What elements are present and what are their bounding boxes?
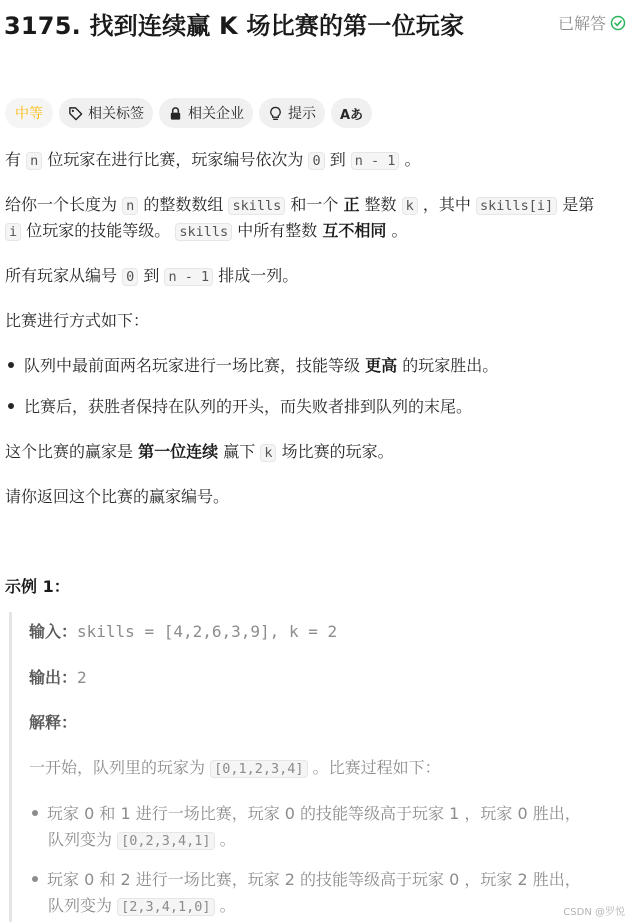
tag-bar <box>5 98 372 128</box>
output-label: 输出： <box>29 668 78 687</box>
difficulty-badge[interactable]: 中等 <box>5 98 53 128</box>
text: 是第 <box>562 195 595 214</box>
bold-text: 互不相同 <box>322 221 387 240</box>
text: 一开始，队列里的玩家为 <box>29 758 206 777</box>
text: 赢下 <box>223 442 256 461</box>
inline-code: n <box>122 197 138 215</box>
text: 。 <box>219 896 236 915</box>
example-block <box>9 612 631 922</box>
example-step-1 <box>29 800 581 828</box>
problem-title: 3175. 找到连续赢 K 场比赛的第一位玩家 <box>4 12 465 40</box>
text: 。比赛过程如下： <box>312 758 441 777</box>
inline-code: n - 1 <box>351 152 400 170</box>
text: 这个比赛的赢家是 <box>5 442 134 461</box>
bullet-dot <box>8 403 14 409</box>
text: 所有玩家从编号 <box>5 266 118 285</box>
bold-text: 正 <box>343 195 360 214</box>
inline-code: k <box>402 197 418 215</box>
text: 整数 <box>364 195 397 214</box>
bullet-dot <box>32 876 38 882</box>
text: 。 <box>219 830 236 849</box>
text: 位玩家的技能等级。 <box>26 221 171 240</box>
text: 场比赛的玩家。 <box>281 442 394 461</box>
example-step-2-cont <box>48 892 236 921</box>
text: 的整数数组 <box>143 195 224 214</box>
tag-icon <box>68 106 83 121</box>
inline-code: n - 1 <box>164 268 213 286</box>
desc-paragraph-5 <box>5 438 394 467</box>
related-companies-label: 相关企业 <box>188 106 244 122</box>
text: 给你一个长度为 <box>5 195 118 214</box>
example-explain-label <box>29 709 77 737</box>
desc-paragraph-2-cont <box>5 217 407 246</box>
text: 队列变为 <box>48 830 113 849</box>
text: 。 <box>391 221 408 240</box>
text: 中所有整数 <box>237 221 318 240</box>
hint-button[interactable] <box>259 98 325 128</box>
related-tags-label: 相关标签 <box>88 106 144 122</box>
check-circle-icon <box>610 15 626 31</box>
inline-code: [0,2,3,4,1] <box>117 832 214 850</box>
text: 队列变为 <box>48 896 113 915</box>
text: 的玩家胜出。 <box>402 356 499 375</box>
solved-label: 已解答 <box>557 14 606 33</box>
translate-button[interactable] <box>331 98 372 128</box>
example-explain-intro <box>29 754 441 783</box>
output-value: 2 <box>77 668 87 687</box>
text: 位玩家在进行比赛，玩家编号依次为 <box>47 150 304 169</box>
lock-icon <box>168 106 183 121</box>
example-step-2 <box>29 866 581 894</box>
inline-code: [0,1,2,3,4] <box>210 760 307 778</box>
bullet-dot <box>8 362 14 368</box>
inline-code: 0 <box>308 152 324 170</box>
inline-code: i <box>5 223 21 241</box>
example-step-1-cont <box>48 826 236 855</box>
text: 。 <box>404 150 421 169</box>
text: ，其中 <box>422 195 471 214</box>
text: 比赛后，获胜者保持在队列的开头，而失败者排到队列的末尾。 <box>24 397 473 416</box>
inline-code: n <box>26 152 42 170</box>
desc-paragraph-4: 比赛进行方式如下： <box>5 311 150 330</box>
title-row <box>4 6 628 46</box>
text: 排成一列。 <box>218 266 299 285</box>
rule-bullet-1 <box>5 352 498 380</box>
hint-label: 提示 <box>288 106 316 122</box>
bold-text: 更高 <box>365 356 398 375</box>
watermark: CSDN @罗悦 <box>563 907 625 918</box>
solved-status[interactable] <box>558 11 626 34</box>
input-value: skills = [4,2,6,3,9], k = 2 <box>77 622 338 641</box>
inline-code: skills[i] <box>476 197 557 215</box>
example-output <box>29 664 87 692</box>
input-label: 输入： <box>29 622 78 641</box>
text: 和一个 <box>290 195 339 214</box>
text: 到 <box>143 266 160 285</box>
desc-paragraph-6: 请你返回这个比赛的赢家编号。 <box>5 487 230 506</box>
bold-text: 第一位连续 <box>138 442 219 461</box>
related-companies-button[interactable] <box>159 98 253 128</box>
text: 玩家 0 和 1 进行一场比赛，玩家 0 的技能等级高于玩家 1 ，玩家 0 胜出， <box>47 804 581 823</box>
lightbulb-icon <box>268 106 283 121</box>
desc-paragraph-1 <box>5 146 421 175</box>
inline-code: [2,3,4,1,0] <box>117 898 214 916</box>
example-input <box>29 618 337 646</box>
desc-paragraph-3 <box>5 262 298 291</box>
inline-code: skills <box>228 197 285 215</box>
bullet-dot <box>32 810 38 816</box>
text: 队列中最前面两名玩家进行一场比赛，技能等级 <box>24 356 361 375</box>
desc-paragraph-2 <box>5 191 594 220</box>
text: 到 <box>329 150 346 169</box>
inline-code: skills <box>175 223 232 241</box>
example-title: 示例 1： <box>5 577 70 596</box>
related-tags-button[interactable] <box>59 98 153 128</box>
inline-code: 0 <box>122 268 138 286</box>
inline-code: k <box>260 444 276 462</box>
text: 玩家 0 和 2 进行一场比赛，玩家 2 的技能等级高于玩家 0 ，玩家 2 胜出， <box>47 870 581 889</box>
translate-icon: Aあ <box>340 107 364 123</box>
explain-label: 解释： <box>29 713 78 732</box>
rule-bullet-2 <box>5 393 472 421</box>
text: 有 <box>5 150 22 169</box>
